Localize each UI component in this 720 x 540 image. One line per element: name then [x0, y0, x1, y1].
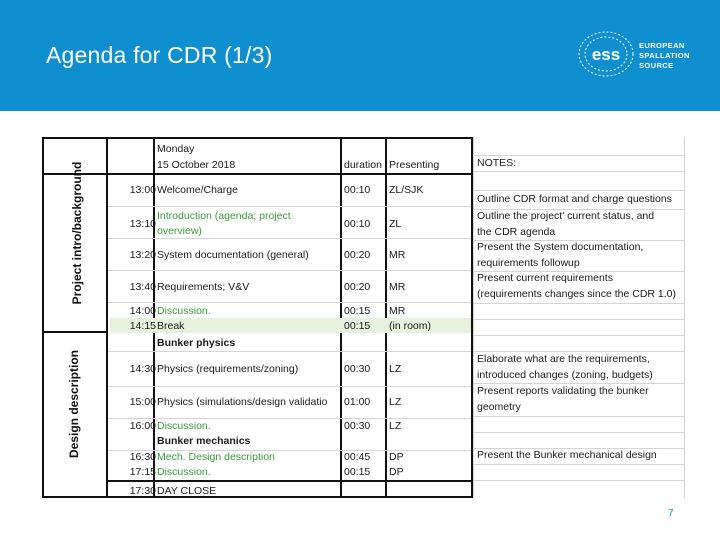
row-activity: Mech. Design description	[157, 451, 275, 463]
row-time: 15:00	[129, 396, 156, 408]
row-presenter: ZL	[389, 218, 402, 230]
row-duration: 00:10	[344, 218, 371, 230]
section-label-design: Design description	[67, 349, 81, 459]
row-presenter: ZL/SJK	[389, 184, 424, 196]
row-duration: 00:20	[344, 281, 371, 293]
row-presenter: (in room)	[389, 320, 432, 332]
row-time: 13:10	[129, 218, 156, 230]
header-presenting: Presenting	[389, 159, 440, 171]
row-duration: 00:30	[344, 363, 371, 375]
slide-header	[0, 0, 720, 111]
row-activity: Discussion.	[157, 466, 211, 478]
row-activity: Break	[157, 320, 185, 332]
row-activity: Physics (simulations/design validatio	[157, 396, 328, 408]
ess-logo	[576, 28, 690, 80]
row-activity: DAY CLOSE	[157, 485, 217, 497]
row-presenter: LZ	[389, 420, 402, 432]
row-activity: Discussion.	[157, 305, 211, 317]
row-activity: System documentation (general)	[157, 249, 309, 261]
row-duration: 00:20	[344, 249, 371, 261]
row-activity-cont: overview)	[157, 225, 202, 237]
slide-title: Agenda for CDR (1/3)	[46, 42, 273, 68]
row-presenter: LZ	[389, 396, 402, 408]
header-day: Monday	[157, 143, 195, 155]
row-activity: Requirements; V&V	[157, 281, 250, 293]
note-line: Outline CDR format and charge questions	[477, 193, 672, 205]
row-activity: Welcome/Charge	[157, 184, 238, 196]
section-label-intro: Project intro/background	[70, 161, 84, 305]
page-number: 7	[668, 508, 674, 519]
note-line: Elaborate what are the requirements,	[477, 353, 650, 365]
row-presenter: DP	[389, 451, 404, 463]
notes-panel	[473, 137, 685, 498]
note-line: Outline the project' current status, and	[477, 210, 655, 222]
row-duration: 00:45	[344, 451, 371, 463]
note-line: (requirements changes since the CDR 1.0)	[477, 288, 677, 300]
header-date: 15 October 2018	[157, 159, 236, 171]
row-activity: Physics (requirements/zoning)	[157, 363, 299, 375]
header-duration: duration	[344, 159, 382, 171]
note-line: introduced changes (zoning, budgets)	[477, 369, 653, 381]
row-presenter: MR	[389, 305, 406, 317]
row-presenter: LZ	[389, 363, 402, 375]
note-line: geometry	[477, 401, 521, 413]
row-duration: 00:30	[344, 420, 371, 432]
row-time: 14:15	[129, 320, 156, 332]
subsection-heading: Bunker physics	[157, 337, 236, 349]
note-line: Present the Bunker mechanical design	[477, 449, 657, 461]
subsection-heading: Bunker mechanics	[157, 435, 251, 447]
logo-wordmark: EUROPEAN SPALLATION SOURCE	[639, 41, 690, 70]
row-duration: 01:00	[344, 396, 371, 408]
row-time: 17:30	[129, 485, 156, 497]
row-activity: Discussion.	[157, 420, 211, 432]
row-presenter: MR	[389, 281, 406, 293]
row-duration: 00:15	[344, 305, 371, 317]
row-time: 13:20	[129, 249, 156, 261]
agenda-table	[42, 137, 473, 498]
note-line: the CDR agenda	[477, 226, 556, 238]
row-time: 16:30	[129, 451, 156, 463]
note-line: Present reports validating the bunker	[477, 385, 649, 397]
note-line: requirements followup	[477, 257, 580, 269]
notes-heading: NOTES:	[477, 157, 517, 169]
row-time: 17:15	[129, 466, 156, 478]
note-line: Present current requirements	[477, 272, 613, 284]
svg-text:ess: ess	[591, 45, 621, 64]
row-duration: 00:15	[344, 320, 371, 332]
note-line: Present the System documentation,	[477, 241, 644, 253]
row-duration: 00:15	[344, 466, 371, 478]
row-presenter: DP	[389, 466, 404, 478]
row-time: 14:00	[129, 305, 156, 317]
row-time: 13:40	[129, 281, 156, 293]
row-time: 13:00	[129, 184, 156, 196]
row-time: 14:30	[129, 363, 156, 375]
row-duration: 00:10	[344, 184, 371, 196]
row-activity: Introduction (agenda; project	[157, 210, 291, 222]
row-time: 16:00	[129, 420, 156, 432]
row-presenter: MR	[389, 249, 406, 261]
